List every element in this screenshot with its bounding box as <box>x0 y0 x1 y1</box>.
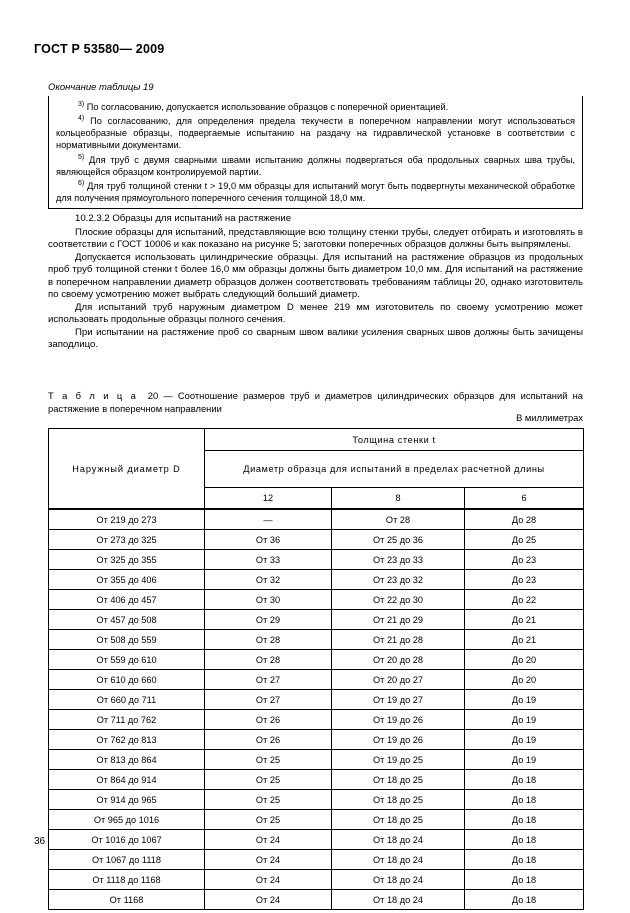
table-row <box>49 770 584 790</box>
table-cell: От 26 <box>205 730 332 750</box>
table-row <box>49 810 584 830</box>
table-row <box>49 830 584 850</box>
table-cell: От 25 <box>205 810 332 830</box>
table-cell: От 355 до 406 <box>49 570 205 590</box>
table-cell: До 28 <box>465 509 584 530</box>
table-row <box>49 790 584 810</box>
table-cell: До 18 <box>465 770 584 790</box>
standard-header: ГОСТ Р 53580— 2009 <box>34 42 165 56</box>
table-cell: От 23 до 32 <box>332 570 465 590</box>
table-cell: От 23 до 33 <box>332 550 465 570</box>
table-cell: От 21 до 28 <box>332 630 465 650</box>
footnote-text: Для труб толщиной стенки t > 19,0 мм образцы для испытаний могут быть подвергнуты механической обработке для получения прямоугольного поперечного сечения толщиной 18,0 мм. <box>56 180 575 203</box>
table-cell: От 19 до 26 <box>332 710 465 730</box>
table-cell: От 20 до 28 <box>332 650 465 670</box>
table-row <box>49 509 584 530</box>
table-cell: От 18 до 24 <box>332 850 465 870</box>
table-row <box>49 890 584 910</box>
body-text-block <box>48 213 583 352</box>
table-cell: От 762 до 813 <box>49 730 205 750</box>
header-wall-thickness: Толщина стенки t <box>205 429 584 451</box>
table20-caption <box>48 390 583 415</box>
table-cell: От 28 <box>332 509 465 530</box>
table-cell: До 18 <box>465 870 584 890</box>
table-cell: От 559 до 610 <box>49 650 205 670</box>
table20 <box>48 428 584 910</box>
table-cell: До 19 <box>465 690 584 710</box>
table-row <box>49 630 584 650</box>
table-cell: До 25 <box>465 530 584 550</box>
header-subcol-8: 8 <box>332 488 465 510</box>
table-cell: От 660 до 711 <box>49 690 205 710</box>
table-cell: От 30 <box>205 590 332 610</box>
table-cell: От 24 <box>205 850 332 870</box>
table-cell: До 18 <box>465 890 584 910</box>
header-subcol-12: 12 <box>205 488 332 510</box>
table-row <box>49 750 584 770</box>
table-cell: От 26 <box>205 710 332 730</box>
table-cell: До 19 <box>465 750 584 770</box>
table-cell: До 18 <box>465 790 584 810</box>
table-cell: От 27 <box>205 670 332 690</box>
table-cell: От 25 <box>205 770 332 790</box>
table-row <box>49 870 584 890</box>
body-paragraph: Для испытаний труб наружным диаметром D менее 219 мм изготовитель по своему усмотрению может использовать продольные образцы полного сечения. <box>48 301 583 325</box>
table-header-row <box>49 429 584 451</box>
table-cell: От 28 <box>205 650 332 670</box>
table-cell: От 18 до 24 <box>332 830 465 850</box>
table-cell: От 508 до 559 <box>49 630 205 650</box>
table20-body <box>49 509 584 910</box>
table-cell: От 19 до 27 <box>332 690 465 710</box>
header-sample-diameter: Диаметр образца для испытаний в пределах расчетной длины <box>205 451 584 488</box>
footnote-item <box>56 113 575 151</box>
table-cell: От 19 до 25 <box>332 750 465 770</box>
footnote-item <box>56 99 575 113</box>
table-cell: От 24 <box>205 890 332 910</box>
table-cell: От 36 <box>205 530 332 550</box>
footnote-marker: 3) <box>78 101 85 108</box>
table-row <box>49 610 584 630</box>
footnote-text: Для труб с двумя сварными швами испытанию должны подвергаться оба продольных сварных шва трубы, являющейся образцом контролируемой партии. <box>56 154 575 177</box>
table-row <box>49 590 584 610</box>
table-cell: От 24 <box>205 830 332 850</box>
table-cell: От 33 <box>205 550 332 570</box>
footnote-marker: 4) <box>78 115 85 123</box>
table-cell: От 965 до 1016 <box>49 810 205 830</box>
table-row <box>49 710 584 730</box>
table-cell: От 24 <box>205 870 332 890</box>
table-row <box>49 650 584 670</box>
table-cell: — <box>205 509 332 530</box>
table-cell: От 25 <box>205 750 332 770</box>
table-continuation-label: Окончание таблицы 19 <box>48 82 154 93</box>
table-row <box>49 670 584 690</box>
footnote-marker: 6) <box>78 179 85 187</box>
table-cell: От 29 <box>205 610 332 630</box>
table-cell: От 457 до 508 <box>49 610 205 630</box>
table-cell: До 23 <box>465 550 584 570</box>
header-subcol-6: 6 <box>465 488 584 510</box>
table-cell: От 1168 <box>49 890 205 910</box>
footnote-text: По согласованию, для определения предела текучести в поперечном направлении могут использоваться кольцеобразные образцы, подвергаемые испытанию на раздачу на гидравлической установке в соответствии с нормативными документами. <box>56 116 575 151</box>
table-cell: От 21 до 29 <box>332 610 465 630</box>
table-cell: От 19 до 26 <box>332 730 465 750</box>
table-cell: От 18 до 25 <box>332 790 465 810</box>
footnote-text: По согласованию, допускается использование образцов с поперечной ориентацией. <box>86 102 449 113</box>
table-cell: До 20 <box>465 670 584 690</box>
table-cell: От 22 до 30 <box>332 590 465 610</box>
table-cell: От 27 <box>205 690 332 710</box>
table-cell: От 813 до 864 <box>49 750 205 770</box>
table-caption-prefix: Т а б л и ц а <box>48 390 138 401</box>
table-cell: От 406 до 457 <box>49 590 205 610</box>
table-caption-number: 20 <box>147 390 159 401</box>
table-cell: От 864 до 914 <box>49 770 205 790</box>
footnote-item <box>56 152 575 178</box>
page-number: 36 <box>34 836 46 847</box>
table-row <box>49 570 584 590</box>
table-cell: От 711 до 762 <box>49 710 205 730</box>
table-cell: До 19 <box>465 710 584 730</box>
table-cell: От 273 до 325 <box>49 530 205 550</box>
table-cell: От 20 до 27 <box>332 670 465 690</box>
table-cell: От 1118 до 1168 <box>49 870 205 890</box>
table-cell: От 18 до 25 <box>332 810 465 830</box>
table-cell: От 610 до 660 <box>49 670 205 690</box>
table-cell: До 19 <box>465 730 584 750</box>
table-cell: От 1067 до 1118 <box>49 850 205 870</box>
table-cell: До 20 <box>465 650 584 670</box>
table-cell: От 1016 до 1067 <box>49 830 205 850</box>
table-cell: От 325 до 355 <box>49 550 205 570</box>
table-cell: От 25 до 36 <box>332 530 465 550</box>
table-cell: До 21 <box>465 630 584 650</box>
table-cell: До 18 <box>465 830 584 850</box>
table-cell: От 32 <box>205 570 332 590</box>
footnote-item <box>56 178 575 204</box>
table-cell: От 28 <box>205 630 332 650</box>
table-cell: От 914 до 965 <box>49 790 205 810</box>
table-cell: От 219 до 273 <box>49 509 205 530</box>
table-cell: До 18 <box>465 850 584 870</box>
table-cell: От 25 <box>205 790 332 810</box>
table-cell: До 21 <box>465 610 584 630</box>
table-row <box>49 690 584 710</box>
table20-head <box>49 429 584 510</box>
table-row <box>49 550 584 570</box>
table-caption-text: — Соотношение размеров труб и диаметров цилиндрических образцов для испытаний на растяжение в поперечном направлении <box>48 390 583 414</box>
table-cell: До 23 <box>465 570 584 590</box>
table-row <box>49 850 584 870</box>
footnote-marker: 5) <box>78 153 85 161</box>
table-cell: От 18 до 24 <box>332 870 465 890</box>
table-row <box>49 530 584 550</box>
table-cell: До 18 <box>465 810 584 830</box>
body-paragraph: При испытании на растяжение проб со сварным швом валики усиления сварных швов должны быть зачищены заподлицо. <box>48 326 583 350</box>
body-paragraph: Допускается использовать цилиндрические образцы. Для испытаний на растяжение образцов из продольных проб труб толщиной стенки t более 16,0 мм образцы должны быть диаметром 10,0 мм. Для испытаний на растяжение в поперечном направлении диаметр образцов должен соответствовать требованиям таблицы 20, однако изготовитель по своему усмотрению может выбрать следующий больший диаметр. <box>48 251 583 300</box>
table-cell: От 18 до 24 <box>332 890 465 910</box>
table19-footnote-box <box>48 96 583 209</box>
table-cell: От 18 до 25 <box>332 770 465 790</box>
table-row <box>49 730 584 750</box>
header-outer-diameter: Наружный диаметр D <box>49 429 205 510</box>
table-cell: До 22 <box>465 590 584 610</box>
clause-heading: 10.2.3.2 Образцы для испытаний на растяжение <box>75 213 292 224</box>
body-paragraph: Плоские образцы для испытаний, представляющие всю толщину стенки трубы, следует отбирать и изготовлять в соответствии с ГОСТ 10006 и как показано на рисунке 5; заготовки поперечных образцов должны быть выпрямлены. <box>48 226 583 250</box>
table20-units-label: В миллиметрах <box>516 413 583 423</box>
